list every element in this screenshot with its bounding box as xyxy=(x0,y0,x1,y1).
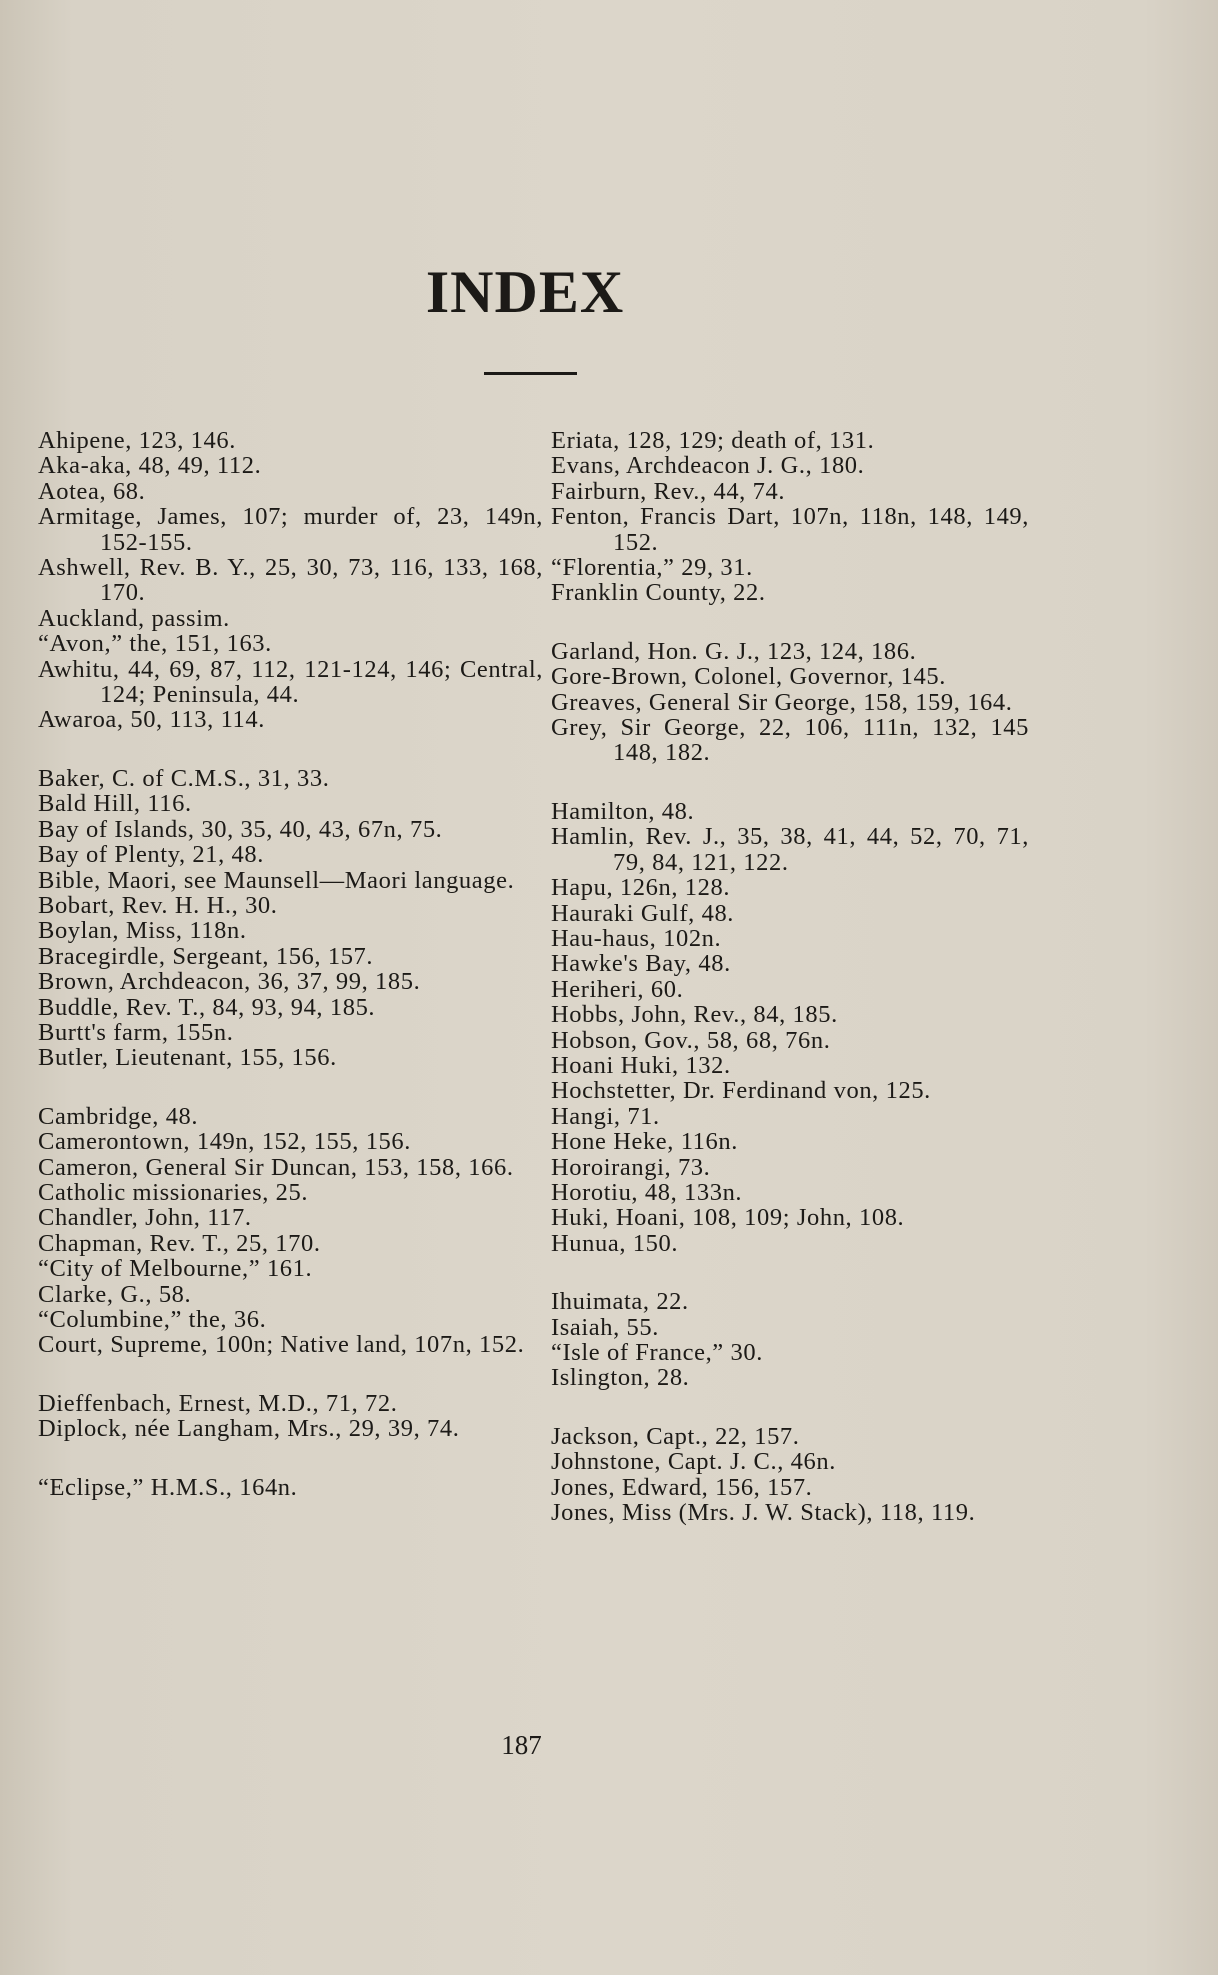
index-entry: Hunua, 150. xyxy=(551,1229,679,1257)
section-gap xyxy=(38,1071,543,1104)
index-entry: Eriata, 128, 129; death of, 131. xyxy=(551,427,875,454)
index-entry: Ihuimata, 22. xyxy=(551,1288,689,1316)
index-entry: Hangi, 71. xyxy=(551,1102,660,1130)
index-entry: Horoirangi, 73. xyxy=(551,1153,711,1181)
index-entry: Catholic missionaries, 25. xyxy=(38,1178,309,1206)
index-entry: Brown, Archdeacon, 36, 37, 99, 185. xyxy=(38,968,421,996)
index-column-right xyxy=(551,428,1029,1525)
section-gap xyxy=(551,766,1029,799)
index-entry: Hone Heke, 116n. xyxy=(551,1128,738,1156)
index-entry: Fenton, Francis Dart, 107n, 118n, 148, 149, 152. xyxy=(551,503,1029,556)
index-entry: Fairburn, Rev., 44, 74. xyxy=(551,477,786,505)
index-entry: Grey, Sir George, 22, 106, 111n, 132, 145 148, 182. xyxy=(551,714,1029,767)
index-entry: Bible, Maori, see Maunsell—Maori language. xyxy=(38,866,515,894)
index-entry: “City of Melbourne,” 161. xyxy=(38,1255,313,1283)
section-gap xyxy=(38,733,543,766)
index-entry: Isaiah, 55. xyxy=(551,1313,659,1341)
section-gap xyxy=(38,1358,543,1391)
index-entry: Hobson, Gov., 58, 68, 76n. xyxy=(551,1026,831,1054)
index-entry: Hauraki Gulf, 48. xyxy=(551,899,735,927)
index-entry: Awhitu, 44, 69, 87, 112, 121-124, 146; Central, 124; Peninsula, 44. xyxy=(38,655,543,709)
index-entry: Dieffenbach, Ernest, M.D., 71, 72. xyxy=(38,1389,398,1417)
index-entry: Hawke's Bay, 48. xyxy=(551,950,731,978)
index-entry: Hamlin, Rev. J., 35, 38, 41, 44, 52, 70, 71, 79, 84, 121, 122. xyxy=(551,823,1029,876)
index-entry: “Eclipse,” H.M.S., 164n. xyxy=(38,1473,298,1501)
index-entry: Horotiu, 48, 133n. xyxy=(551,1178,743,1206)
index-entry: Armitage, James, 107; murder of, 23, 149n, 152-155. xyxy=(38,503,543,556)
index-entry: Burtt's farm, 155n. xyxy=(38,1018,234,1046)
index-entry: Hamilton, 48. xyxy=(551,797,695,825)
index-entry: Awaroa, 50, 113, 114. xyxy=(38,706,265,734)
index-entry: Heriheri, 60. xyxy=(551,975,684,1003)
title-rule xyxy=(484,372,577,375)
index-entry: Hoani Huki, 132. xyxy=(551,1051,731,1079)
index-entry: Bald Hill, 116. xyxy=(38,790,192,818)
index-entry: Jones, Edward, 156, 157. xyxy=(551,1473,813,1501)
index-entry: Ahipene, 123, 146. xyxy=(38,427,236,454)
index-entry: Hobbs, John, Rev., 84, 185. xyxy=(551,1001,838,1029)
index-entry: Bracegirdle, Sergeant, 156, 157. xyxy=(38,942,374,970)
index-entry: Huki, Hoani, 108, 109; John, 108. xyxy=(551,1204,905,1232)
index-entry: Butler, Lieutenant, 155, 156. xyxy=(38,1044,337,1072)
index-entry: Auckland, passim. xyxy=(38,604,230,632)
index-column-left xyxy=(38,428,543,1500)
index-entry: Johnstone, Capt. J. C., 46n. xyxy=(551,1448,836,1476)
index-entry: Cameron, General Sir Duncan, 153, 158, 166. xyxy=(38,1153,514,1181)
index-entry: “Florentia,” 29, 31. xyxy=(551,554,753,582)
index-entry: Clarke, G., 58. xyxy=(38,1280,192,1308)
index-entry: “Columbine,” the, 36. xyxy=(38,1306,267,1333)
page-number: 187 xyxy=(501,1730,542,1760)
index-entry: Bay of Plenty, 21, 48. xyxy=(38,841,264,869)
index-entry: Chapman, Rev. T., 25, 170. xyxy=(38,1229,321,1257)
index-entry: Ashwell, Rev. B. Y., 25, 30, 73, 116, 133, 168, 170. xyxy=(38,554,543,607)
index-entry: Aotea, 68. xyxy=(38,477,146,505)
index-entry: “Avon,” the, 151, 163. xyxy=(38,630,272,658)
index-entry: Franklin County, 22. xyxy=(551,579,766,607)
index-entry: Hapu, 126n, 128. xyxy=(551,874,731,902)
index-entry: Gore-Brown, Colonel, Governor, 145. xyxy=(551,663,946,691)
index-entry: Jackson, Capt., 22, 157. xyxy=(551,1422,800,1450)
index-entry: Diplock, née Langham, Mrs., 29, 39, 74. xyxy=(38,1415,460,1443)
index-entry: Court, Supreme, 100n; Native land, 107n, 152. xyxy=(38,1331,525,1359)
index-entry: Aka-aka, 48, 49, 112. xyxy=(38,452,262,480)
index-entry: Baker, C. of C.M.S., 31, 33. xyxy=(38,764,330,792)
index-entry: Buddle, Rev. T., 84, 93, 94, 185. xyxy=(38,993,376,1021)
section-gap xyxy=(551,606,1029,639)
section-gap xyxy=(551,1391,1029,1424)
index-entry: Garland, Hon. G. J., 123, 124, 186. xyxy=(551,637,917,665)
index-entry: Camerontown, 149n, 152, 155, 156. xyxy=(38,1128,411,1156)
index-entry: Chandler, John, 117. xyxy=(38,1204,252,1232)
index-entry: Hochstetter, Dr. Ferdinand von, 125. xyxy=(551,1077,931,1105)
index-entry: Jones, Miss (Mrs. J. W. Stack), 118, 119. xyxy=(551,1499,976,1527)
index-entry: Cambridge, 48. xyxy=(38,1102,199,1130)
section-gap xyxy=(38,1442,543,1475)
index-entry: Boylan, Miss, 118n. xyxy=(38,917,247,945)
index-entry: Greaves, General Sir George, 158, 159, 164. xyxy=(551,688,1013,716)
page-title: INDEX xyxy=(425,259,625,325)
section-gap xyxy=(551,1256,1029,1289)
index-entry: Bobart, Rev. H. H., 30. xyxy=(38,891,278,919)
index-entry: Islington, 28. xyxy=(551,1364,690,1392)
index-entry: Evans, Archdeacon J. G., 180. xyxy=(551,452,865,480)
index-entry: Hau-haus, 102n. xyxy=(551,924,722,952)
index-entry: “Isle of France,” 30. xyxy=(551,1339,763,1366)
index-entry: Bay of Islands, 30, 35, 40, 43, 67n, 75. xyxy=(38,815,443,843)
